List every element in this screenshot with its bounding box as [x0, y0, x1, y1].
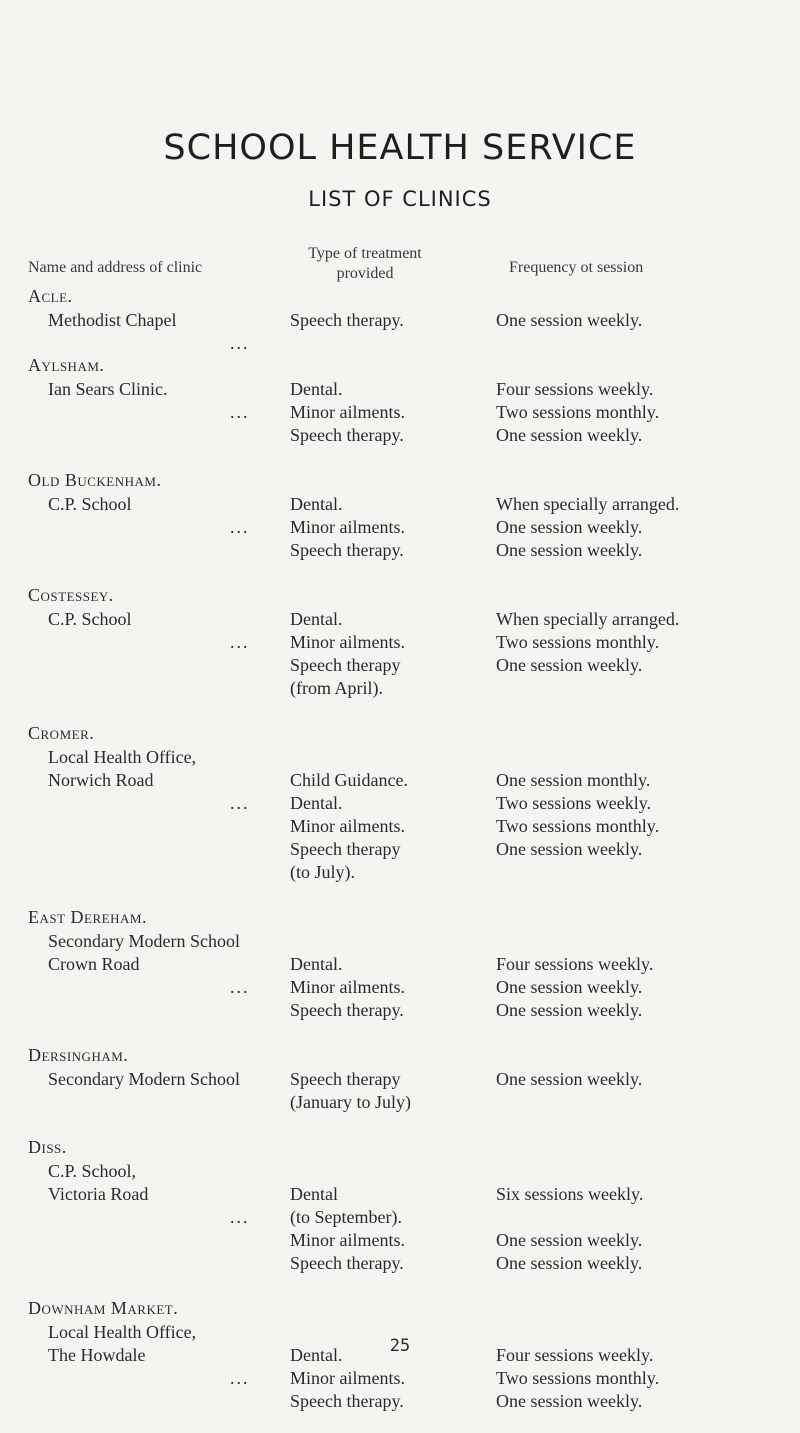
- clinic-address-cell: [0, 1390, 290, 1413]
- session-frequency: [496, 1091, 800, 1114]
- clinic-address-cell: [0, 838, 290, 861]
- session-frequency: One session weekly.: [496, 839, 643, 859]
- entry-spacer: [0, 1022, 800, 1042]
- clinic-town: Cromer.: [28, 723, 95, 743]
- clinic-entry: [0, 352, 800, 467]
- clinic-address: The Howdale: [48, 1345, 146, 1365]
- session-frequency: Two sessions monthly.: [496, 402, 660, 422]
- clinic-entry: [0, 467, 800, 582]
- treatment-type: Speech therapy: [290, 1069, 401, 1089]
- clinic-address-cell: [0, 631, 290, 654]
- treatment-type: Speech therapy: [290, 655, 401, 675]
- treatment-row: [0, 792, 800, 815]
- page-number: 25: [389, 1336, 411, 1356]
- session-frequency: Two sessions monthly.: [496, 1368, 660, 1388]
- treatment-type: (January to July): [290, 1092, 411, 1112]
- treatment-row: [0, 424, 800, 447]
- clinic-town: Aylsham.: [28, 355, 105, 375]
- clinic-address-cell: [0, 953, 290, 997]
- treatment-type: Minor ailments.: [290, 977, 405, 997]
- clinic-list: [0, 283, 800, 1433]
- session-frequency: One session weekly.: [496, 1230, 643, 1250]
- clinic-address: Methodist Chapel: [48, 310, 177, 330]
- clinic-address-cell: [0, 815, 290, 838]
- leader-dots: ...: [230, 1368, 250, 1388]
- treatment-type: Speech therapy.: [290, 425, 404, 445]
- entry-spacer: [0, 332, 800, 352]
- treatment-type: (from April).: [290, 678, 383, 698]
- address-row: [0, 746, 800, 769]
- session-frequency: Two sessions monthly.: [496, 632, 660, 652]
- treatment-row: [0, 677, 800, 700]
- clinic-entry: [0, 904, 800, 1042]
- treatment-row: [0, 838, 800, 861]
- treatment-row: [0, 1252, 800, 1275]
- clinic-address-cell: [0, 1367, 290, 1390]
- clinic-address-cell: [0, 424, 290, 447]
- page-subtitle: LIST OF CLINICS: [308, 187, 492, 211]
- clinic-address: Ian Sears Clinic.: [48, 379, 168, 399]
- entry-spacer: [0, 562, 800, 582]
- treatment-row: [0, 631, 800, 654]
- address-row: [0, 930, 800, 953]
- header-type-line2: provided: [336, 265, 394, 282]
- treatment-type: Dental.: [290, 494, 343, 514]
- session-frequency: One session weekly.: [496, 540, 643, 560]
- clinic-address-cell: [0, 654, 290, 677]
- treatment-type: Speech therapy: [290, 839, 401, 859]
- treatment-type: Dental.: [290, 954, 343, 974]
- clinic-address: C.P. School: [48, 609, 132, 629]
- session-frequency: One session weekly.: [496, 655, 643, 675]
- treatment-type: Minor ailments.: [290, 1368, 405, 1388]
- page-title: SCHOOL HEALTH SERVICE: [163, 128, 637, 168]
- session-frequency: One session weekly.: [496, 1253, 643, 1273]
- clinic-address-cell: [0, 401, 290, 424]
- treatment-type: Speech therapy.: [290, 1253, 404, 1273]
- clinic-address-cell: [0, 792, 290, 815]
- clinic-address: Victoria Road: [48, 1184, 149, 1204]
- treatment-type: Speech therapy.: [290, 1000, 404, 1020]
- treatment-row: [0, 999, 800, 1022]
- clinic-address-cell: [0, 769, 290, 813]
- treatment-type: Minor ailments.: [290, 402, 405, 422]
- treatment-row: [0, 539, 800, 562]
- treatment-row: [0, 976, 800, 999]
- treatment-row: [0, 1390, 800, 1413]
- entry-spacer: [0, 1114, 800, 1134]
- session-frequency: One session weekly.: [496, 1000, 643, 1020]
- clinic-town: Acle.: [28, 286, 73, 306]
- clinic-town: Dersingham.: [28, 1045, 129, 1065]
- clinic-address-cell: [0, 1091, 290, 1114]
- treatment-type: Minor ailments.: [290, 816, 405, 836]
- clinic-town: East Dereham.: [28, 907, 147, 927]
- clinic-address: Local Health Office,: [48, 1322, 197, 1342]
- treatment-type: Minor ailments.: [290, 632, 405, 652]
- clinic-address-cell: [0, 516, 290, 539]
- session-frequency: [496, 1206, 800, 1229]
- clinic-address-cell: [0, 976, 290, 999]
- treatment-row: [0, 1068, 800, 1091]
- treatment-type: Minor ailments.: [290, 517, 405, 537]
- treatment-type: Child Guidance.: [290, 770, 408, 790]
- clinic-address: Local Health Office,: [48, 747, 197, 767]
- session-frequency: One session weekly.: [496, 310, 643, 330]
- session-frequency: One session weekly.: [496, 1069, 643, 1089]
- treatment-row: [0, 516, 800, 539]
- entry-spacer: [0, 1413, 800, 1433]
- header-type-line1: Type of treatment: [308, 245, 422, 262]
- clinic-address-cell: [0, 539, 290, 562]
- clinic-address: C.P. School: [48, 494, 132, 514]
- clinic-town: Diss.: [28, 1137, 67, 1157]
- clinic-address: Norwich Road: [48, 770, 154, 790]
- treatment-row: [0, 1206, 800, 1229]
- session-frequency: Four sessions weekly.: [496, 379, 654, 399]
- clinic-address-cell: [0, 1206, 290, 1229]
- session-frequency: One session weekly.: [496, 1391, 643, 1411]
- entry-spacer: [0, 884, 800, 904]
- session-frequency: Six sessions weekly.: [496, 1184, 644, 1204]
- treatment-row: [0, 861, 800, 884]
- address-row: [0, 1160, 800, 1183]
- treatment-type: Minor ailments.: [290, 1230, 405, 1250]
- clinic-entry: [0, 1042, 800, 1134]
- treatment-row: [0, 1091, 800, 1114]
- clinic-address-cell: [0, 309, 290, 353]
- entry-spacer: [0, 1275, 800, 1295]
- treatment-type: Dental.: [290, 793, 343, 813]
- clinic-town: Costessey.: [28, 585, 114, 605]
- clinic-town: Downham Market.: [28, 1298, 179, 1318]
- clinic-address-cell: [0, 677, 290, 700]
- treatment-type: (to July).: [290, 862, 355, 882]
- treatment-row: [0, 1229, 800, 1252]
- clinic-entry: [0, 1295, 800, 1433]
- treatment-type: Speech therapy.: [290, 540, 404, 560]
- session-frequency: One session weekly.: [496, 977, 643, 997]
- entry-spacer: [0, 447, 800, 467]
- leader-dots: ...: [230, 632, 250, 652]
- clinic-address-cell: [0, 1068, 290, 1091]
- leader-dots: ...: [230, 333, 250, 353]
- leader-dots: ...: [230, 1207, 250, 1227]
- treatment-type: Dental.: [290, 1345, 343, 1365]
- treatment-row: [0, 654, 800, 677]
- treatment-row: [0, 401, 800, 424]
- session-frequency: When specially arranged.: [496, 609, 680, 629]
- treatment-type: Speech therapy.: [290, 310, 404, 330]
- entry-spacer: [0, 700, 800, 720]
- session-frequency: One session weekly.: [496, 425, 643, 445]
- session-frequency: Two sessions weekly.: [496, 793, 652, 813]
- clinic-address-cell: [0, 999, 290, 1022]
- clinic-address-cell: [0, 608, 290, 652]
- session-frequency: [496, 861, 800, 884]
- session-frequency: Four sessions weekly.: [496, 954, 654, 974]
- leader-dots: ...: [230, 793, 250, 813]
- session-frequency: When specially arranged.: [496, 494, 680, 514]
- session-frequency: [496, 677, 800, 700]
- session-frequency: One session monthly.: [496, 770, 651, 790]
- leader-dots: ...: [230, 977, 250, 997]
- treatment-type: Speech therapy.: [290, 1391, 404, 1411]
- clinic-address: Secondary Modern School: [48, 1069, 240, 1089]
- clinic-address-cell: [0, 1229, 290, 1252]
- treatment-row: [0, 1367, 800, 1390]
- header-type: [300, 244, 430, 284]
- treatment-type: (to September).: [290, 1207, 402, 1227]
- session-frequency: Two sessions monthly.: [496, 816, 660, 836]
- clinic-address-cell: [0, 378, 290, 422]
- clinic-entry: [0, 582, 800, 720]
- clinic-address-cell: [0, 861, 290, 884]
- treatment-row: [0, 309, 800, 353]
- session-frequency: One session weekly.: [496, 517, 643, 537]
- treatment-type: Dental.: [290, 379, 343, 399]
- leader-dots: ...: [230, 517, 250, 537]
- treatment-type: Dental.: [290, 609, 343, 629]
- clinic-address-cell: [0, 493, 290, 537]
- clinic-address: Crown Road: [48, 954, 140, 974]
- treatment-type: Dental: [290, 1184, 338, 1204]
- leader-dots: ...: [230, 402, 250, 422]
- clinic-entry: [0, 1134, 800, 1295]
- clinic-entry: [0, 720, 800, 904]
- clinic-address: C.P. School,: [48, 1161, 137, 1181]
- header-frequency: Frequency ot session: [509, 259, 644, 276]
- clinic-address-cell: [0, 1252, 290, 1275]
- treatment-row: [0, 815, 800, 838]
- clinic-town: Old Buckenham.: [28, 470, 162, 490]
- clinic-entry: [0, 283, 800, 352]
- clinic-address: Secondary Modern School: [48, 931, 240, 951]
- clinic-address-cell: [0, 1183, 290, 1227]
- header-name: Name and address of clinic: [28, 259, 203, 276]
- session-frequency: Four sessions weekly.: [496, 1345, 654, 1365]
